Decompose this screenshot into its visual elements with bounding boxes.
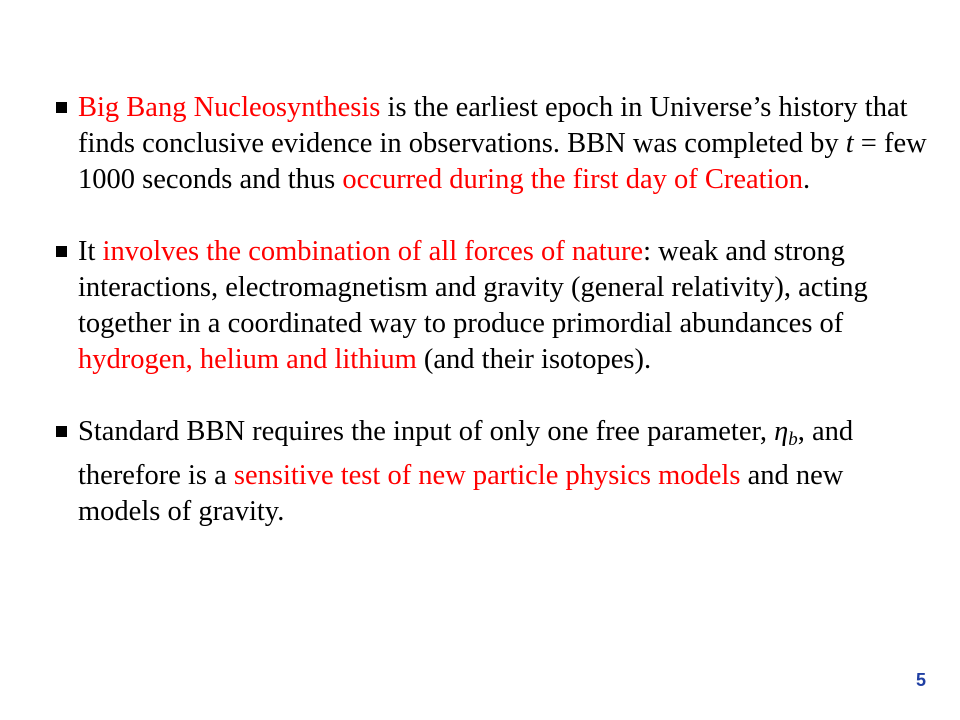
page-number: 5: [915, 670, 926, 690]
bullet-1-segment-1: Big Bang Nucleosynthesis: [78, 92, 381, 123]
bullet-1-segment-4: = few 1000 seconds and thus: [78, 128, 927, 195]
bullet-item-2: [50, 234, 930, 378]
bullet-3-segment-1: Standard BBN requires the input of only one free parameter,: [78, 416, 775, 447]
bullet-3-segment-2: η: [774, 416, 789, 447]
bullet-1-segment-5: occurred during the first day of Creation: [342, 164, 803, 195]
bullet-1-segment-6: .: [802, 164, 811, 195]
bullet-3-segment-4: , and therefore is a: [78, 416, 854, 491]
bullet-3-segment-5: sensitive test of new particle physics models: [233, 460, 741, 491]
bullet-list: [50, 90, 930, 566]
square-bullet-icon: [56, 246, 67, 257]
bullet-1-segment-2: is the earliest epoch in Universe’s history that finds conclusive evidence in observations. BBN was completed by: [78, 92, 908, 159]
bullet-item-3: [50, 414, 930, 530]
bullet-2-segment-2: involves the combination of all forces of nature: [102, 236, 644, 267]
bullet-3-segment-3: b: [788, 429, 798, 450]
bullet-2-segment-5: (and their isotopes).: [416, 344, 652, 375]
bullet-1-segment-3: t: [845, 128, 854, 159]
square-bullet-icon: [56, 102, 67, 113]
square-bullet-icon: [56, 426, 67, 437]
bullet-2-segment-1: It: [78, 236, 103, 267]
bullet-3-segment-6: and new models of gravity.: [78, 460, 844, 527]
bullet-2-segment-4: hydrogen, helium and lithium: [78, 344, 417, 375]
bullet-2-segment-3: : weak and strong interactions, electromagnetism and gravity (general relativity), acting together in a coordinated way to produce primordial abundances of: [78, 236, 868, 339]
bullet-item-1: [50, 90, 930, 198]
